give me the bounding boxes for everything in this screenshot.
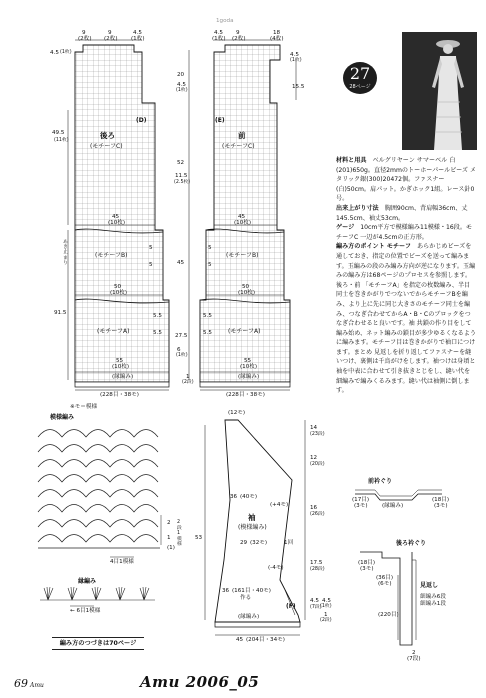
front-dim-c6-sub: (1枚) — [176, 353, 188, 358]
back-w50: 50 — [114, 284, 122, 290]
front-title: 前 — [238, 131, 246, 140]
front-w50: 50 — [242, 284, 250, 290]
continued-note: 編み方のつづきは70ページ — [52, 637, 144, 650]
sleeve-top: (12モ) — [228, 410, 246, 416]
front-neck-left-sub: (3モ) — [354, 503, 368, 509]
sleeve-plus4: (+4モ) — [270, 502, 289, 508]
sleeve-bottom-sub: (204目・34モ) — [246, 637, 285, 643]
sleeve-r16-sub: (26段) — [310, 512, 325, 517]
footer-title: Amu 2006_05 — [140, 673, 260, 691]
sleeve-w36: 36 — [230, 494, 238, 500]
lace-stitch-chart — [38, 430, 161, 558]
front-dim-c115: 11.5 — [175, 173, 188, 179]
front-w45: 45 — [238, 214, 246, 220]
model-photo — [402, 32, 477, 150]
front-bottom: (228目・38モ) — [226, 392, 265, 398]
instructions-text — [336, 156, 476, 396]
back-panel — [68, 40, 175, 390]
back-dim-left-495: 49.5 — [52, 130, 65, 136]
pattern-number: 27 — [349, 64, 371, 83]
back-dim-top-45: 4.5 — [133, 30, 142, 36]
front-neck-left: (17目) — [352, 497, 370, 503]
back-w50-sub: (10枚) — [110, 290, 128, 296]
points-heading: 編み方のポイント モチーフ — [336, 243, 411, 251]
back-in5b: 5 — [149, 262, 153, 268]
lace-chart-title: 模様編み — [50, 414, 75, 421]
sleeve-r14: 14 — [310, 425, 318, 431]
front-dim-c6: 6 — [177, 347, 181, 353]
front-dim-top-9: 9 — [236, 30, 240, 36]
lace-chart-repeat-w: 4目1模様 — [110, 559, 134, 565]
sleeve-motif: (模様編み) — [238, 524, 267, 531]
front-neck-title: 前衿ぐり — [368, 478, 393, 485]
front-in5a: 5 — [208, 245, 212, 251]
sleeve-r12-sub: (20段) — [310, 462, 325, 467]
sleeve-w36b-sub: (161目・40モ) — [232, 588, 271, 594]
front-dim-r45: 4.5 — [290, 52, 299, 58]
sleeve-w36b-note: 作る — [240, 595, 252, 601]
front-tag: (E) — [215, 117, 225, 124]
sleeve-r45-sub: (7段) — [310, 605, 322, 610]
sleeve-r14-sub: (23段) — [310, 432, 325, 437]
sleeve-w36-sub: (40モ) — [240, 494, 258, 500]
front-w45-sub: (10枚) — [234, 220, 252, 226]
size-heading: 出来上がり寸法 — [336, 204, 379, 212]
gauge-text: 10cm平方で模様編み11模様・16段。モチーフC 一辺が4.5cmの正方形。 — [336, 224, 473, 241]
front-dim-c45b: 45 — [177, 260, 185, 266]
front-neck-right: (18目) — [432, 497, 450, 503]
back-motif-a: (モチーフA) — [97, 328, 130, 335]
front-dim-top-9-sub: (2枚) — [232, 36, 246, 42]
back-in55a: 5.5 — [153, 313, 162, 319]
sleeve-r175: 17.5 — [310, 560, 323, 566]
back-neck-mitsuke: 見返し — [420, 582, 439, 589]
pattern-number-badge — [343, 62, 377, 94]
front-in5b: 5 — [208, 262, 212, 268]
back-neck-title: 後ろ衿ぐり — [396, 540, 427, 547]
sleeve-b1: 1 — [324, 612, 328, 618]
back-in55b: 5.5 — [153, 330, 162, 336]
back-motif-c: (モチーフC) — [90, 143, 123, 150]
front-dim-c1-sub: (2段) — [182, 380, 194, 385]
back-neck-note2: 細編み1段 — [420, 601, 446, 607]
back-edging: (縁編み) — [112, 374, 134, 380]
gauge-heading: ゲージ — [336, 224, 355, 232]
sleeve-w29: 29 — [240, 540, 248, 546]
front-dim-top-18: 18 — [273, 30, 281, 36]
lace-chart-repeat-h: 2段1模様 — [177, 520, 182, 547]
back-tag: (D) — [136, 117, 147, 124]
front-dim-c45a-sub: (1枚) — [176, 88, 188, 93]
back-dim-top-9b: 9 — [108, 30, 112, 36]
front-neck-center: (縁編み) — [382, 503, 404, 509]
front-dim-top-45: 4.5 — [214, 30, 223, 36]
sleeve-r45: 4.5 — [310, 598, 319, 604]
sleeve-bottom: 45 — [236, 637, 244, 643]
back-neck-bottom-sub: (7段) — [407, 656, 421, 662]
back-dim-top-9b-sub: (2枚) — [104, 36, 118, 42]
lace-chart-start: (1) — [167, 545, 175, 551]
sleeve-one-row: 1回 — [284, 540, 294, 546]
back-dim-top-9a: 9 — [82, 30, 86, 36]
back-w55: 55 — [116, 358, 124, 364]
back-dim-left-495-sub: (11枚) — [54, 138, 69, 143]
front-in55a: 5.5 — [203, 313, 212, 319]
materials-heading: 材料と用具 — [336, 157, 367, 164]
back-dim-top-45-sub: (1枚) — [131, 36, 145, 42]
back-in5a: 5 — [149, 245, 153, 251]
page-number-value: 69 — [14, 677, 28, 690]
materials-text: ベルグリヤーン サマーベル 白(201)650g。直径2mmのトーホーパールビーズ メタリック銀(300)20472個。ファスナー(白)50cm。肩パット。かぎホック1組。レース針0号。 — [336, 157, 477, 203]
back-dim-left-915: 91.5 — [54, 310, 67, 316]
model-silhouette-icon — [402, 32, 477, 150]
front-in55b: 5.5 — [203, 330, 212, 336]
sleeve-b45-sub: (1枚) — [320, 604, 332, 609]
front-dim-top-18-sub: (4枚) — [270, 36, 284, 42]
sleeve-b1-sub: (2段) — [320, 618, 332, 623]
sleeve-tag: (F) — [286, 603, 296, 610]
back-neck-a: (18目) — [358, 560, 376, 566]
back-neck-note1: 細編み6段 — [420, 594, 446, 600]
back-w45-sub: (10枚) — [108, 220, 126, 226]
back-slit-label: あき止まり — [63, 240, 68, 266]
pattern-page-ref: 28ページ — [349, 84, 371, 90]
edge-chart-title: 縁編み — [78, 578, 97, 585]
sleeve-r175-sub: (28段) — [310, 567, 325, 572]
sleeve-b45: 4.5 — [322, 598, 331, 604]
back-dim-left-45: 4.5 — [50, 50, 59, 56]
motif-note: ※モ＝模様 — [70, 404, 98, 410]
footer-brand: Amu — [30, 682, 44, 689]
back-w55-sub: (10枚) — [112, 364, 130, 370]
lace-chart-row2: 2 — [167, 520, 171, 526]
front-w55-sub: (10枚) — [240, 364, 258, 370]
sleeve-r12: 12 — [310, 455, 318, 461]
back-neck-a-sub: (3モ) — [360, 566, 374, 572]
back-dim-left-45-sub: (1枚) — [60, 50, 72, 55]
front-neck-right-sub: (3モ) — [434, 503, 448, 509]
back-title: 後ろ — [100, 131, 115, 140]
front-w55: 55 — [244, 358, 252, 364]
back-neck-b: (36目) — [376, 575, 394, 581]
front-motif-b: (モチーフB) — [226, 252, 259, 259]
front-dim-top-45-sub: (1枚) — [212, 36, 226, 42]
edge-chart-note: ← 6目1模様 — [70, 608, 101, 614]
sleeve-w36b: 36 — [222, 588, 230, 594]
front-dim-c52: 52 — [177, 160, 185, 166]
back-neck-bottom: 2 — [412, 650, 416, 656]
front-dim-c275: 27.5 — [175, 333, 188, 339]
front-edging: (縁編み) — [238, 374, 260, 380]
sleeve-left-53: 53 — [195, 535, 203, 541]
back-neck-c: (220目) — [378, 612, 399, 618]
front-dim-c20: 20 — [177, 72, 185, 78]
points-text: あらかじめビーズを通しておき、指定の位置でビーズを送って編みます。玉編みの段のみ編み方向が逆になります。玉編みの編み方は68ページのプロセスを参照します。後ろ・前 「モチーフA」を指定の枚数編み、半目同士を巻きかがりでつないでからモチーフBを編み、より上に先に同じ大きさのモチーフ同士を編み、つなぎ合わせてからA・B・Cのブロックをつなぎ合わせると良いです。袖 共鎖の作り目をして編み始め、ネット編みの鎖目が多少ゆるくなるように編みます。モチーフ目は巻きかがりで袖口につけます。まとめ 見返しを折り返してファスナーを縫いつけ、裏側は千鳥がけをします。袖つけは身頃と袖を中表に合わせて引き抜きとじをし、縫い代を細編みで編みくるみます。縫い代は袖側に倒します。 — [336, 243, 476, 395]
back-bottom: (228目・38モ) — [100, 392, 139, 398]
sleeve-edging: (縁編み) — [238, 614, 260, 620]
back-dim-top-9a-sub: (2枚) — [78, 36, 92, 42]
front-dim-c115-sub: (2.5枚) — [174, 180, 191, 185]
front-w50-sub: (10枚) — [238, 290, 256, 296]
lace-chart-row1: 1 — [167, 535, 171, 541]
watermark: 1goda — [216, 18, 234, 24]
front-motif-a: (モチーフA) — [228, 328, 261, 335]
back-neck-b-sub: (6モ) — [378, 581, 392, 587]
front-dim-r155: 15.5 — [292, 84, 305, 90]
sleeve-minus4: (-4モ) — [268, 565, 284, 571]
back-w45: 45 — [112, 214, 120, 220]
sleeve-w29-sub: (32モ) — [250, 540, 268, 546]
sleeve-title: 袖 — [248, 513, 256, 522]
edging-stitch-chart — [40, 587, 155, 606]
front-dim-c1: 1 — [186, 374, 190, 380]
front-motif-c: (モチーフC) — [222, 143, 255, 150]
front-dim-c45a: 4.5 — [177, 82, 186, 88]
page-number — [14, 677, 44, 690]
back-motif-b: (モチーフB) — [95, 252, 128, 259]
front-dim-r45-sub: (1枚) — [290, 58, 302, 63]
size-text: 胸囲90cm、背肩幅36cm、丈145.5cm、袖丈53cm。 — [336, 204, 468, 222]
sleeve-r16: 16 — [310, 505, 318, 511]
